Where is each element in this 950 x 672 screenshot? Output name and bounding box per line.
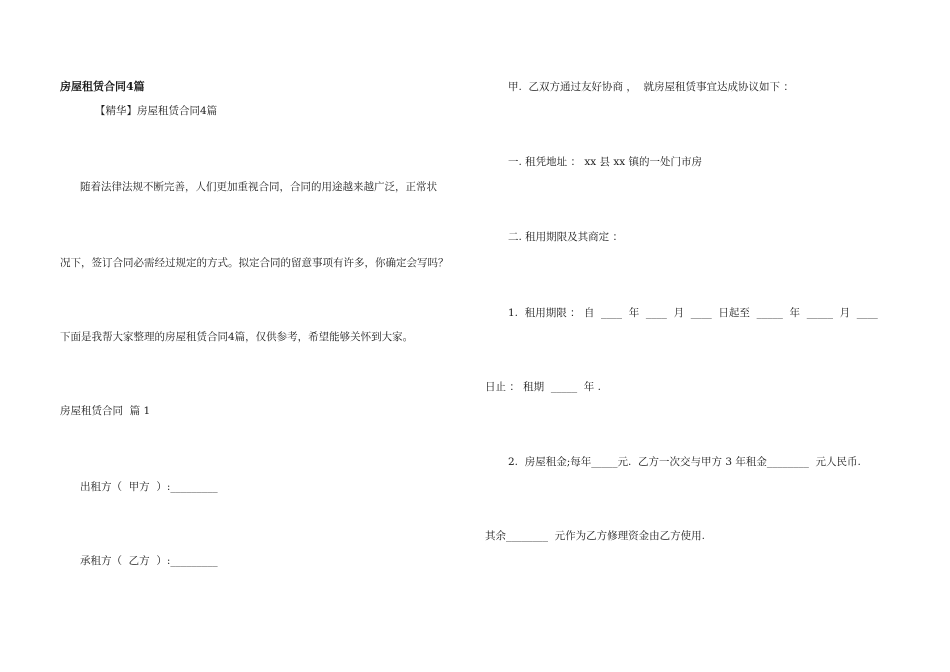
intro-paragraph-line-3: 下面是我帮大家整理的房屋租赁合同4篇，仅供参考，希望能够关怀到大家。 xyxy=(60,331,414,343)
agreement-statement: 甲. 乙双方通过友好协商 ， 就房屋租赁事宜达成协议如下 ： xyxy=(508,81,794,93)
section-heading: 房屋租赁合同 篇 1 xyxy=(60,405,151,417)
clause-rental-address: 一. 租凭地址 ： xx 县 xx 镇的一处门市房 xyxy=(508,156,703,168)
term-period-line-2: 日止 ： 租期 _____ 年 . xyxy=(485,381,601,393)
term-period-line-1: 1. 租用期限 ： 自 ____ 年 ____ 月 ____ 日起至 _____ 年 _____ 月 ____ xyxy=(508,307,878,319)
document-title: 房屋租赁合同4篇 xyxy=(60,80,145,93)
intro-paragraph-line-2: 况下，签订合同必需经过规定的方式。拟定合同的留意事项有许多，你确定会写吗？ xyxy=(60,257,449,269)
lessor-field: 出租方（ 甲方 ）:_________ xyxy=(80,481,218,493)
intro-paragraph-line-1: 随着法律法规不断完善，人们更加重视合同，合同的用途越来越广泛，正常状 xyxy=(80,181,437,193)
clause-rental-term: 二. 租用期限及其商定 ： xyxy=(508,231,624,243)
document-subtitle: 【精华】房屋租赁合同4篇 xyxy=(95,105,218,117)
rent-line-2: 其余________ 元作为乙方修理资金由乙方使用. xyxy=(485,530,706,542)
rent-line-1: 2. 房屋租金;每年_____元. 乙方一次交与甲方 3 年租金________ 元人民币. xyxy=(508,456,861,468)
lessee-field: 承租方（ 乙方 ）:_________ xyxy=(80,555,218,567)
